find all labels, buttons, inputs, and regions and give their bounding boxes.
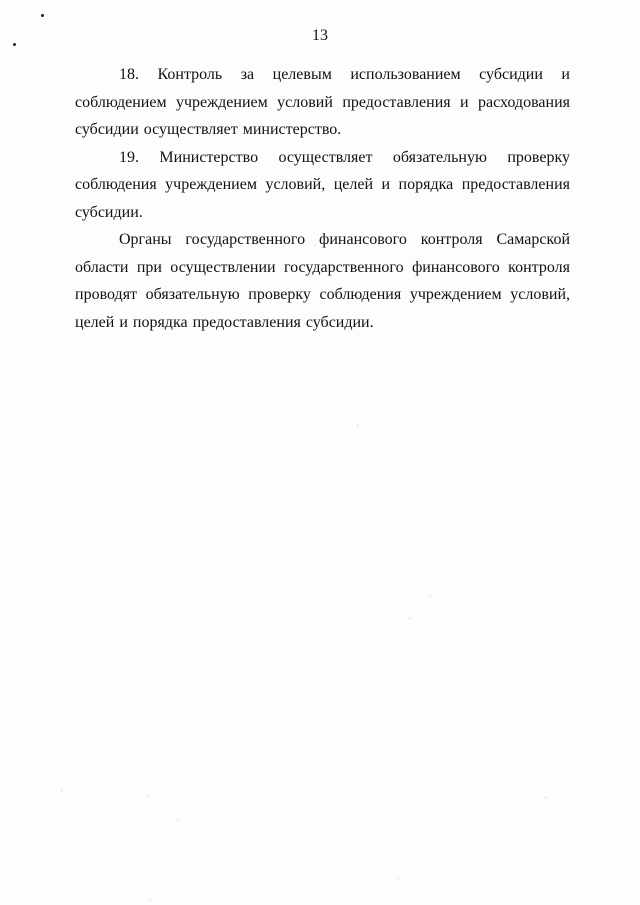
scan-speck <box>430 595 431 596</box>
scan-speck <box>150 900 151 901</box>
scan-speck <box>147 795 148 796</box>
scan-speck <box>409 618 410 619</box>
scan-speck <box>398 878 399 879</box>
scan-speck <box>177 820 178 821</box>
scan-speck <box>545 797 546 798</box>
document-body <box>75 61 570 336</box>
scan-speck <box>41 14 44 17</box>
scan-speck <box>357 425 358 426</box>
scan-speck <box>61 790 62 791</box>
page-number: 13 <box>312 27 328 44</box>
paragraph-18: 18. Контроль за целевым использованием субсидии и соблюдением учреждением условий предоставления и расходования субсидии осуществляет министерство. <box>75 66 570 138</box>
paragraph-control-bodies: Органы государственного финансового контроля Самарской области при осуществлении государственного финансового контроля проводят обязательную проверку соблюдения учреждением условий, целей и порядка предоставления субсидии. <box>75 231 570 331</box>
paragraph-19: 19. Министерство осуществляет обязательную проверку соблюдения учреждением условий, целей и порядка предоставления субсидии. <box>75 148 570 221</box>
